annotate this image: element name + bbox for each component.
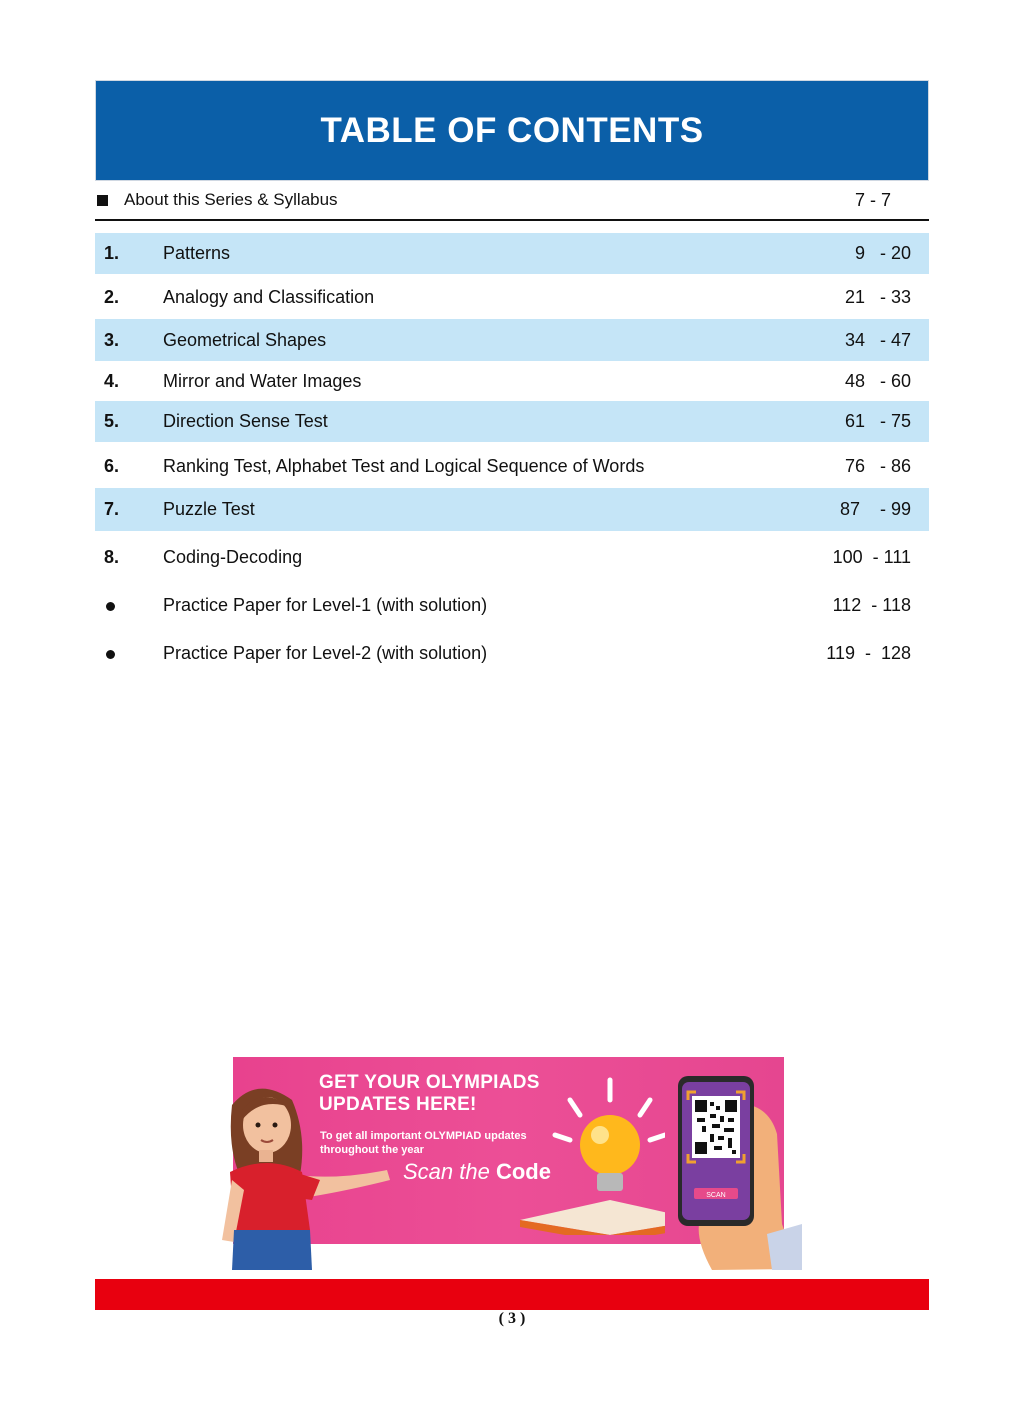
chapter-number: 5. (104, 411, 120, 431)
lightbulb-book-icon (515, 1075, 665, 1235)
chapter-pages: 34 - 47 (844, 329, 911, 350)
chapter-number: 6. (104, 455, 120, 476)
toc-row (95, 632, 929, 674)
toc-row (95, 488, 929, 531)
chapter-pages: 61 - 75 (844, 411, 911, 431)
toc-row (95, 401, 929, 442)
page-number: ( 3 ) (498, 1310, 526, 1327)
banner-heading: GET YOUR OLYMPIADS UPDATES HERE! (319, 1072, 540, 1115)
chapter-title: Coding-Decoding (163, 546, 303, 567)
chapter-number: 7. (104, 499, 120, 519)
chapter-number: 3. (104, 329, 120, 350)
toc-row (95, 584, 929, 626)
toc-row (95, 233, 929, 274)
chapter-pages: 87 - 99 (839, 499, 911, 519)
chapter-title: Geometrical Shapes (163, 329, 327, 350)
round-bullet-icon (95, 595, 163, 616)
scan-text-part2: Code (495, 1159, 551, 1184)
phone-scan-button: SCAN (706, 1192, 726, 1199)
chapter-pages: 9 - 20 (854, 243, 911, 263)
scan-text-part1: Scan the (403, 1159, 490, 1184)
chapter-pages: 21 - 33 (844, 287, 911, 307)
chapter-number: 4. (104, 370, 120, 391)
divider-rule (95, 219, 929, 221)
chapter-number: 1. (104, 243, 120, 263)
practice-paper-pages: 112 - 118 (832, 594, 911, 615)
chapter-title: Direction Sense Test (163, 411, 328, 431)
toc-row (95, 444, 929, 488)
practice-paper-title: Practice Paper for Level-1 (with solution) (163, 594, 488, 615)
toc-row (95, 536, 929, 578)
toc-row (95, 319, 929, 361)
banner-subtext: To get all important OLYMPIAD updates throughout the year (320, 1130, 527, 1156)
chapter-title: Analogy and Classification (163, 287, 375, 307)
chapter-pages: 48 - 60 (844, 370, 911, 391)
chapter-pages: 76 - 86 (844, 455, 911, 476)
chapter-number: 2. (104, 287, 120, 307)
square-bullet-icon (97, 195, 108, 206)
toc-row (95, 277, 929, 318)
phone-qr-code-icon (672, 1074, 802, 1270)
round-bullet-icon (95, 643, 163, 664)
chapter-pages: 100 - 111 (832, 546, 911, 567)
practice-paper-title: Practice Paper for Level-2 (with solution) (163, 642, 488, 663)
chapter-title: Ranking Test, Alphabet Test and Logical Sequence of Words (163, 455, 645, 476)
footer-red-bar (95, 1279, 929, 1310)
chapter-title: Patterns (163, 243, 231, 263)
about-pages: 7 - 7 (854, 189, 891, 210)
chapter-number: 8. (104, 546, 120, 567)
chapter-title: Mirror and Water Images (163, 370, 362, 391)
about-label: About this Series & Syllabus (124, 190, 338, 209)
toc-row (95, 362, 929, 400)
toc-title: TABLE OF CONTENTS (320, 110, 704, 150)
practice-paper-pages: 119 - 128 (826, 642, 911, 663)
chapter-title: Puzzle Test (163, 499, 255, 519)
about-row (95, 182, 929, 218)
toc-header (95, 80, 929, 181)
girl-illustration-icon (212, 1080, 412, 1270)
